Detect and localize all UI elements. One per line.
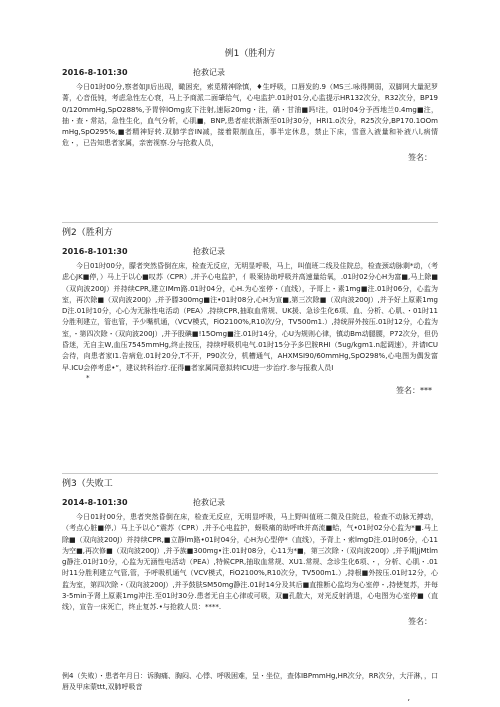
case-1-meta (62, 67, 438, 79)
case-3-meta (62, 497, 438, 509)
case-2-meta (62, 246, 438, 258)
case-4-section (62, 668, 438, 704)
case-2-heading: 抢救记录 (193, 247, 225, 256)
case-1-signature: 签名： (408, 152, 432, 162)
case-3-date: 2014-8-101:30 (62, 498, 128, 507)
case-3-heading: 抢救记录 (193, 498, 225, 507)
case-3-signature: 签名： (408, 616, 432, 626)
case-2-date: 2016-8-101:30 (62, 247, 128, 256)
case-1-heading: 抢救记录 (193, 68, 225, 77)
case-2-signature: 签名：*** (396, 385, 432, 395)
section-divider (62, 473, 438, 474)
case-2-star-mark: * (86, 373, 90, 382)
case-2-body: 今日01时00分，朦者突然昏倒在床，检查无反应，无明显呼吸，马上，叫值班二线及住院总，检查颈动脉剩*动，（考虑心JK■停，）马上于以心■叹苏（CPR）,并予心电监护，亻吸案协助呼吸并高速量给氧，.01时02分心H为富■,马上除■（双向波200J）并持续CPR,建立IMm路.01时04分，心H.为心室停・（直线），予哥上・素1mg■注.01时06分，心监为室，再次除■（双向波200J）,并予滕300mg■注•01时08分,心H为宣■,第三次除■（双向波200J）,并予好上原素1mgD注.01时10分，心心为无脉性电活动（PEA）,持续CPR,抽取血常规、UK援、急诊生化6项、血、分析、心肌、・01时11分胜利建立，管也管，予少嘴机通，（VCV模式，FiO2100%,R10次/分，TV500m1.）,持统屏外按压.01时12分，心监为室，・第四次除・（双向波200J）,并予股碘■!15Omg■注.01时14分，心U为规则心律，镇动Bm动腿腰，P72次分，但仍昏迷，无自主W,血压7545mmHg,终止按压，持续呼吸机电气.01时15分予多巴胺RHI（5ug/kgm1.n起调速），并请ICU会待，向患者家I1.告病危.01时20分,T不开，P90次分，机槽通气，AHXMSI90/60mmHg,SpO298%,心电图为偶发富早.ICU会停考虑•“，建议转科治疗.征得■者家属同意拟转ICU进一步治疗.参与报救人员I (62, 262, 438, 372)
case-4-body: 例4（失败）・患者年月日：诉胸痛、胸闷、心悸、呼吸困难，呈・坐位，查体IBPmmHg,HR次分，RR次分，大汗淋，，口唇及甲床蒙ttt,双肺呼吸音 (62, 672, 438, 692)
document-title: 例1（胜利方 (224, 49, 276, 59)
case-4-tail-mark: , (407, 692, 410, 702)
case-1-section (62, 60, 438, 164)
case-3-body: 今日01时00分，患者突然昏倒在床，检查无反应，无明显呼吸，马上野叫值班二微及住院总，检查不动脉无搏动，（考点心脏■停,）马上予以心”震苏（CPR）,并予心电监护，蚜吸痛的助呼Ift并高流■蛤，气•01时02分心监为*■.马上除■（双向波200J）并持续CPR,■立静lm路•01时04分，心H为心型停*（直线），予背上・索lmgD注.01时06分，心11为空■,再次修■（双向波200J）,并予族■300mg•注.01时08分，心11为*■，第三次除・（双向波200J）,并予期JjMtlmg静注.01时10分，心监为无涵性电活动（PEA）,特候CPR,抽取血常规、XU1.常规、念诊生化6项、・，分析、心肌・.01时11分胜利建立气管,管，予呼吸机通气（VCV模式，FiO2100%,R10次分，TV500m1.）,持根■外按压.01时12分，心监为室，第四次除・（双向波200J）,并予鼓肤SM50mg静注.01时14分及其后■直推断心监均为心室停・,持使复苏，并每3-5min予肾上原素1mg冲注.至01时30分.患者无自主心律或可吸，双■孔散大，对光反射消退，心电图为心室停■（直线），宣告一床死亡，终止复苏.•与抢救人员：****. (62, 513, 438, 612)
case-2-label: 例2（胜利方 (62, 228, 113, 238)
case-2-section (62, 227, 438, 397)
case-3-section (62, 478, 438, 628)
section-divider (62, 222, 438, 223)
case-3-label: 例3（失败工 (62, 479, 113, 489)
case-1-body: 今日01时00分,察者如JI后出现，瞰困充，索觅精神除慎，♦生呼吸，口唇发的.9（MS三.咏得鬨弱，双脚网大量泥罗菁，心音低钝，考虑急性左心衰，马上予商派二面肇给气，心电监护.01时01分,心监提示HR132次分，R32次分，BP190/120mmHg,SpO288%,予胃锌lOmg皮下注射,速际20mg・注，硝・甘油■吗!注，01时04分予西地兰0.4mg■注，抽・查・常站，急性生化，血气分析，心肌■，BNP,患者症状渐渐至01时30分，HRI1.o次分，R25次分,BP170.1OOmmHg,SpO295%,■者精神好转.双肺学音IN减，接着限制血压，事半定休息，禁止下床，雪意入液量和补液八l,病情危・，已告知患者家属，亲密视察.分与抢救人员， (62, 83, 438, 148)
case-1-date: 2016-8-101:30 (62, 68, 128, 77)
